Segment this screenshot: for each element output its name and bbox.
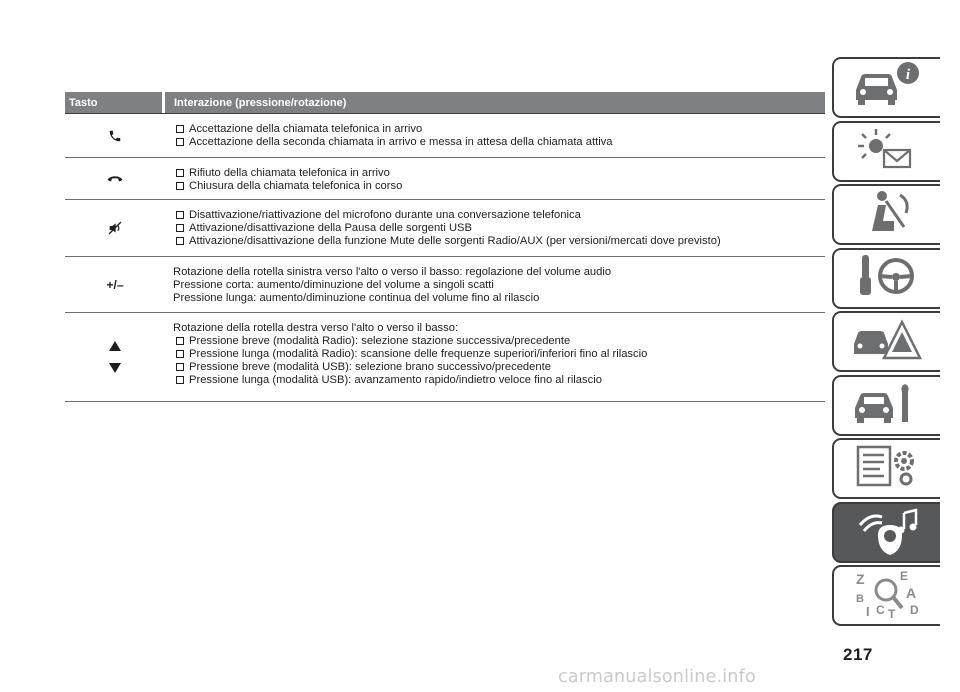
chapter-tab-multimedia-music[interactable] (832, 502, 940, 563)
svg-text:B: B (856, 593, 864, 605)
line-text: Disattivazione/riattivazione del microfono durante una conversazione telefonica (189, 209, 581, 221)
chapter-tab-car-info[interactable] (832, 57, 940, 118)
chapter-tab-data-gear[interactable] (832, 438, 940, 499)
mute-icon (65, 200, 165, 256)
chapter-tab-alphabetical-index[interactable] (832, 565, 940, 626)
bullet-item (173, 361, 825, 374)
checkbox-bullet-icon (176, 182, 184, 190)
data-gear-icon (850, 441, 924, 496)
svg-text:A: A (906, 585, 917, 601)
chapter-tab-key-steering-wheel[interactable] (832, 248, 940, 309)
commands-table (65, 92, 825, 402)
description-line (173, 292, 825, 305)
svg-text:E: E (900, 569, 909, 583)
table-row (65, 313, 825, 402)
bullet-item (173, 180, 825, 193)
header-interaction: Interazione (pressione/rotazione) (165, 92, 825, 113)
line-text: Attivazione/disattivazione della Pausa delle sorgenti USB (189, 222, 472, 234)
bullet-item (173, 348, 825, 361)
checkbox-bullet-icon (176, 376, 184, 384)
volume-key-label: +/– (106, 277, 124, 292)
checkbox-bullet-icon (176, 337, 184, 345)
bullet-item (173, 335, 825, 348)
checkbox-bullet-icon (176, 237, 184, 245)
row-description (165, 200, 825, 256)
key-steering-wheel-icon (850, 251, 924, 306)
table-row (65, 257, 825, 313)
phone-hangup-icon (65, 158, 165, 199)
line-text: Chiusura della chiamata telefonica in corso (189, 180, 403, 192)
chapter-tab-seat-airbag[interactable] (832, 184, 940, 245)
multimedia-music-icon (850, 505, 924, 560)
svg-text:C: C (876, 603, 885, 617)
line-text: Pressione lunga (modalità Radio): scansione delle frequenze superiori/inferiori fino al rilascio (189, 348, 648, 360)
warning-light-message-icon (850, 124, 924, 179)
watermark: carmanualsonline.info (558, 667, 756, 687)
table-body (65, 113, 825, 402)
row-description (165, 313, 825, 401)
chapter-tab-car-wrench[interactable] (832, 375, 940, 436)
car-accident-warning-icon (850, 314, 924, 369)
checkbox-bullet-icon (176, 211, 184, 219)
table-row (65, 158, 825, 200)
chapter-tab-warning-light-message[interactable] (832, 121, 940, 182)
checkbox-bullet-icon (176, 350, 184, 358)
page-number: 217 (843, 645, 873, 664)
table-header (65, 92, 825, 113)
row-description (165, 257, 825, 312)
bullet-item (173, 136, 825, 149)
line-text: Pressione corta: aumento/diminuzione del volume a singoli scatti (173, 279, 494, 291)
car-info-icon (850, 60, 924, 115)
bullet-item (173, 374, 825, 387)
chapter-tab-car-accident-warning[interactable] (832, 311, 940, 372)
row-description (165, 158, 825, 199)
seat-airbag-icon (850, 187, 924, 242)
bullet-item (173, 235, 825, 248)
bullet-item (173, 123, 825, 136)
line-text: Rotazione della rotella sinistra verso l'alto o verso il basso: regolazione del volume audio (173, 266, 612, 278)
checkbox-bullet-icon (176, 224, 184, 232)
table-row (65, 200, 825, 257)
description-line (173, 279, 825, 292)
line-text: Accettazione della seconda chiamata in arrivo e messa in attesa della chiamata attiva (189, 136, 613, 148)
description-line (173, 266, 825, 279)
phone-accept-icon (65, 114, 165, 157)
up-down-arrows-icon (65, 313, 165, 401)
bullet-item (173, 209, 825, 222)
line-text: Pressione lunga: aumento/diminuzione continua del volume fino al rilascio (173, 292, 540, 304)
svg-text:T: T (888, 607, 896, 618)
line-text: Pressione lunga (modalità USB): avanzamento rapido/indietro veloce fino al rilascio (189, 374, 602, 386)
svg-text:i: i (905, 67, 911, 83)
bullet-item (173, 167, 825, 180)
header-key: Tasto (65, 92, 162, 113)
svg-text:I: I (866, 604, 870, 618)
line-text: Rifiuto della chiamata telefonica in arrivo (189, 167, 390, 179)
checkbox-bullet-icon (176, 363, 184, 371)
car-wrench-icon (850, 378, 924, 433)
line-text: Attivazione/disattivazione della funzione Mute delle sorgenti Radio/AUX (per versioni/mercati dove previsto) (189, 235, 721, 247)
line-text: Rotazione della rotella destra verso l'alto o verso il basso: (173, 322, 459, 334)
line-text: Pressione breve (modalità Radio): selezione stazione successiva/precedente (189, 335, 571, 347)
checkbox-bullet-icon (176, 138, 184, 146)
line-text: Pressione breve (modalità USB): selezione brano successivo/precedente (189, 361, 551, 373)
checkbox-bullet-icon (176, 169, 184, 177)
alphabetical-index-icon (850, 568, 924, 623)
checkbox-bullet-icon (176, 125, 184, 133)
row-description (165, 114, 825, 157)
description-line (173, 322, 825, 335)
svg-text:Z: Z (856, 571, 865, 587)
table-row (65, 113, 825, 158)
svg-text:D: D (910, 603, 919, 617)
line-text: Accettazione della chiamata telefonica in arrivo (189, 123, 423, 135)
bullet-item (173, 222, 825, 235)
